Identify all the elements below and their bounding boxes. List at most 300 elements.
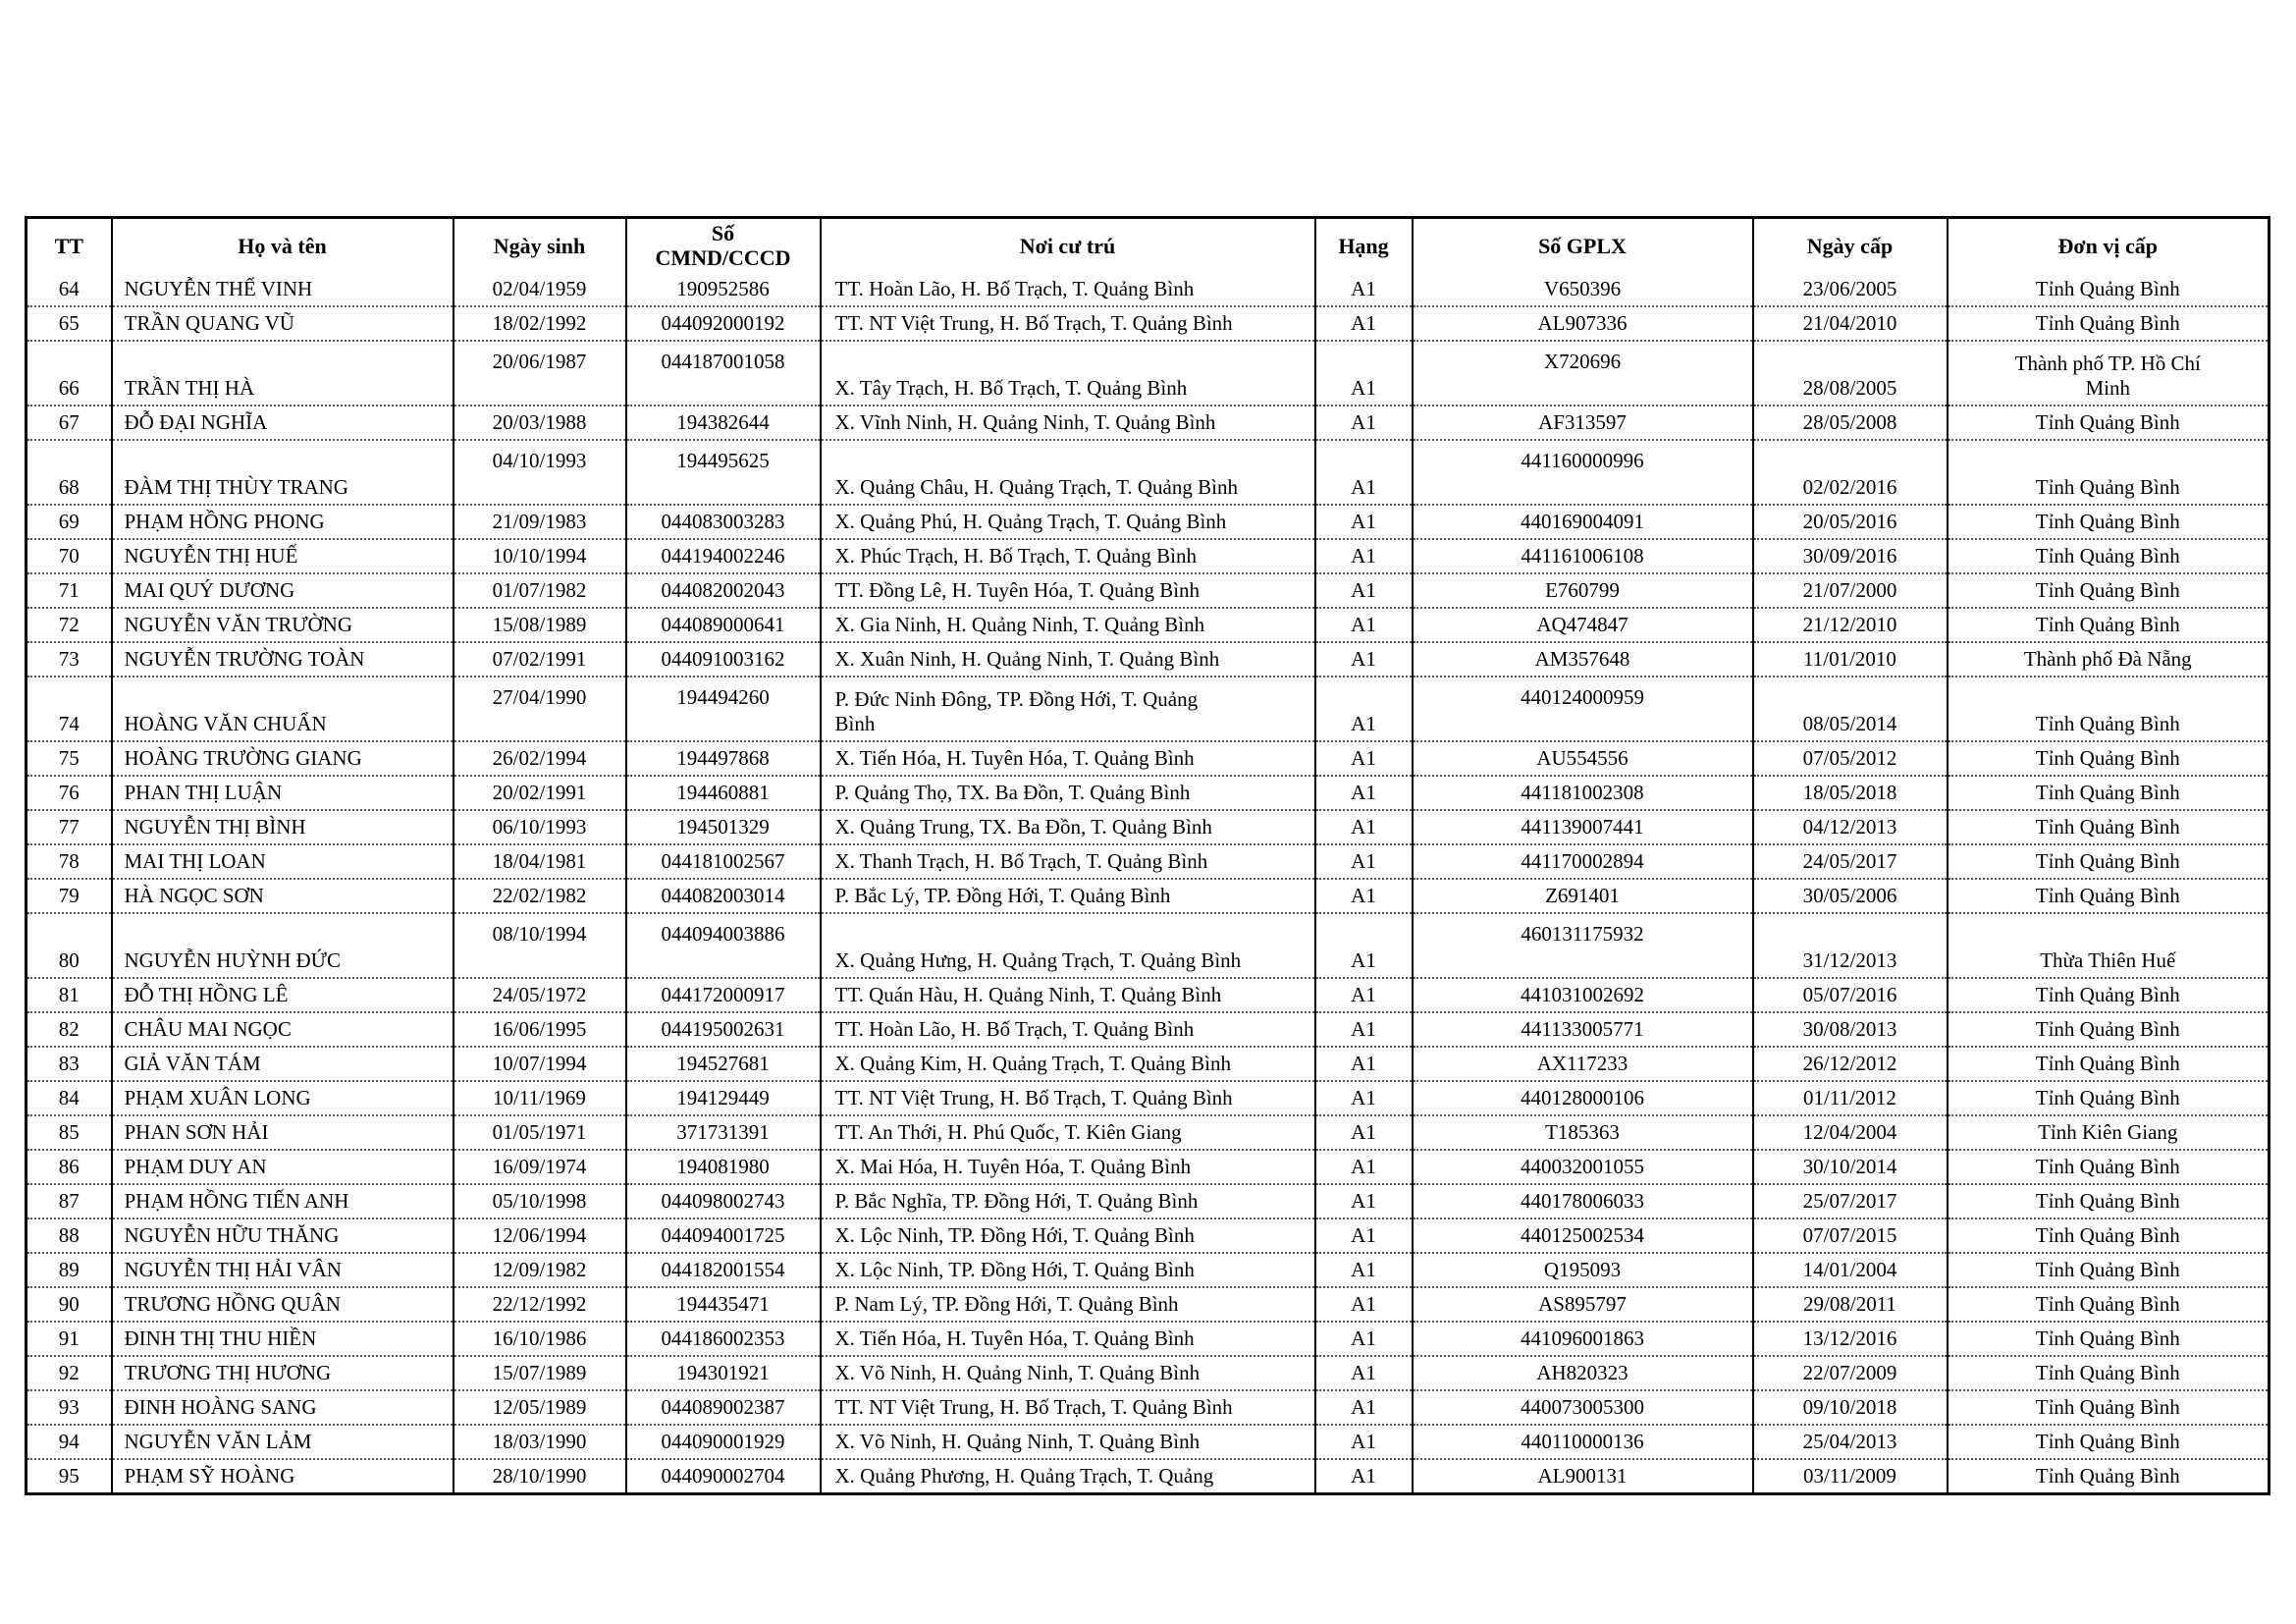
cell-dob [454,776,626,810]
cell-value: 441133005771 [1521,1016,1644,1041]
cell-cmnd [626,273,821,306]
cell-value: 15/08/1989 [492,612,587,636]
cell-value: 95 [58,1463,80,1488]
cell-donvicap [1948,1150,2269,1184]
cell-value: A1 [1351,276,1376,300]
cell-gplx [1413,1081,1753,1115]
cell-donvicap [1948,879,2269,913]
cell-residence [821,677,1315,741]
cell-cmnd [626,1218,821,1253]
cell-gplx [1413,406,1753,440]
table-row [27,642,2269,677]
cell-hang [1315,1459,1413,1494]
cell-value: 01/07/1982 [492,577,587,602]
cell-cmnd [626,1390,821,1425]
table-row [27,810,2269,844]
cell-tt [27,1081,112,1115]
cell-value: 12/09/1982 [492,1257,587,1281]
cell-residence [821,844,1315,879]
cell-value: Tỉnh Quảng Bình [2035,1222,2180,1247]
cell-gplx [1413,1390,1753,1425]
cell-value: Tỉnh Quảng Bình [2035,1016,2180,1041]
cell-donvicap [1948,810,2269,844]
cell-hang [1315,879,1413,913]
cell-value: 441139007441 [1521,814,1644,839]
cell-value: 05/07/2016 [1802,982,1897,1006]
cell-value: TT. NT Việt Trung, H. Bố Trạch, T. Quảng Bình [834,1394,1233,1419]
cell-value: A1 [1351,310,1376,335]
cell-dob [454,879,626,913]
cell-donvicap [1948,306,2269,341]
cell-ngaycap [1753,1184,1948,1218]
cell-value: NGUYỄN THỊ HUẾ [124,543,298,568]
cell-value: A1 [1351,1016,1376,1041]
cell-value: X. Tiến Hóa, H. Tuyên Hóa, T. Quảng Bình [834,745,1195,770]
drivers-license-table [25,216,2270,1495]
cell-ngaycap [1753,1047,1948,1081]
cell-name [112,539,454,573]
cell-donvicap [1948,1425,2269,1459]
cell-value: 04/12/2013 [1802,814,1897,839]
cell-hang [1315,776,1413,810]
cell-value: Thành phố Đà Nẵng [2023,646,2192,671]
cell-value: NGUYỄN THẾ VINH [124,276,313,300]
column-header-dob [454,218,626,273]
cell-value: 28/05/2008 [1802,409,1897,434]
cell-value: 14/01/2004 [1802,1257,1897,1281]
cell-value: 24/05/2017 [1802,848,1897,873]
cell-value: Tỉnh Quảng Bình [2035,745,2180,770]
cell-value: 78 [58,848,80,873]
cell-ngaycap [1753,913,1948,978]
cell-value: PHẠM SỸ HOÀNG [124,1463,295,1488]
cell-dob [454,1322,626,1356]
cell-cmnd [626,539,821,573]
column-header-label: Ngày cấp [1806,233,1894,258]
cell-dob [454,273,626,306]
cell-name [112,1150,454,1184]
cell-cmnd [626,1287,821,1322]
cell-value: 30/10/2014 [1802,1154,1897,1178]
cell-value: 16/09/1974 [492,1154,587,1178]
cell-value: 22/07/2009 [1802,1360,1897,1384]
column-header-label: Hạng [1338,233,1389,258]
cell-value: 440124000959 [1521,684,1644,709]
cell-residence [821,608,1315,642]
cell-ngaycap [1753,642,1948,677]
cell-value: T185363 [1545,1119,1620,1144]
cell-residence [821,642,1315,677]
cell-value: Tỉnh Quảng Bình [2035,409,2180,434]
cell-value: CHÂU MAI NGỌC [124,1016,292,1041]
cell-donvicap [1948,608,2269,642]
cell-ngaycap [1753,1425,1948,1459]
cell-value: 74 [58,711,80,735]
table-row [27,608,2269,642]
table-row [27,1253,2269,1287]
cell-hang [1315,1047,1413,1081]
cell-value: X. Xuân Ninh, H. Quảng Ninh, T. Quảng Bình [834,646,1220,671]
cell-tt [27,741,112,776]
cell-value: A1 [1351,1085,1376,1110]
cell-residence [821,1184,1315,1218]
cell-value: X. Tiến Hóa, H. Tuyên Hóa, T. Quảng Bình [834,1326,1195,1350]
cell-value: HOÀNG TRƯỜNG GIANG [124,745,362,770]
cell-donvicap [1948,978,2269,1012]
cell-value: 440178006033 [1521,1188,1644,1213]
cell-residence [821,1459,1315,1494]
cell-residence [821,1322,1315,1356]
cell-value: Tỉnh Quảng Bình [2035,814,2180,839]
cell-dob [454,573,626,608]
cell-value: Tỉnh Quảng Bình [2035,509,2180,533]
cell-name [112,1012,454,1047]
cell-value: Tỉnh Quảng Bình [2035,982,2180,1006]
cell-hang [1315,677,1413,741]
cell-cmnd [626,844,821,879]
cell-value: 93 [58,1394,80,1419]
cell-value: 03/11/2009 [1803,1463,1896,1488]
cell-hang [1315,406,1413,440]
cell-value: NGUYỄN HUỲNH ĐỨC [124,947,341,972]
cell-value: P. Bắc Nghĩa, TP. Đồng Hới, T. Quảng Bình [834,1188,1199,1213]
cell-donvicap [1948,1253,2269,1287]
table-row [27,879,2269,913]
cell-donvicap [1948,505,2269,539]
table-row [27,573,2269,608]
cell-tt [27,1390,112,1425]
cell-tt [27,306,112,341]
cell-value: 20/05/2016 [1802,509,1897,533]
cell-donvicap [1948,341,2269,406]
cell-value: PHAN SƠN HẢI [124,1119,269,1144]
cell-hang [1315,573,1413,608]
cell-value: Tỉnh Quảng Bình [2035,577,2180,602]
cell-cmnd [626,642,821,677]
cell-residence [821,1390,1315,1425]
cell-value: 28/08/2005 [1802,375,1897,400]
cell-value: 12/05/1989 [492,1394,587,1419]
cell-donvicap [1948,406,2269,440]
cell-value: 044182001554 [661,1257,785,1281]
cell-value: A1 [1351,1222,1376,1247]
cell-ngaycap [1753,810,1948,844]
table-row [27,978,2269,1012]
cell-cmnd [626,573,821,608]
table-row [27,1459,2269,1494]
cell-hang [1315,810,1413,844]
cell-gplx [1413,1253,1753,1287]
cell-residence [821,306,1315,341]
cell-value: 87 [58,1188,80,1213]
cell-value: AQ474847 [1536,612,1629,636]
cell-value: A1 [1351,1429,1376,1453]
cell-ngaycap [1753,306,1948,341]
cell-value: A1 [1351,474,1376,499]
cell-value: A1 [1351,646,1376,671]
cell-value: 441160000996 [1521,448,1644,472]
cell-value: 16/06/1995 [492,1016,587,1041]
cell-residence [821,341,1315,406]
table-row [27,1047,2269,1081]
cell-value: PHẠM HỒNG PHONG [124,509,325,533]
cell-ngaycap [1753,608,1948,642]
cell-name [112,879,454,913]
table-row [27,913,2269,978]
cell-dob [454,306,626,341]
cell-gplx [1413,1115,1753,1150]
cell-value: 194081980 [676,1154,770,1178]
table-row [27,341,2269,406]
table-row [27,1012,2269,1047]
cell-value: NGUYỄN TRƯỜNG TOÀN [124,646,365,671]
cell-residence [821,539,1315,573]
cell-donvicap [1948,1390,2269,1425]
cell-residence [821,1012,1315,1047]
cell-value: 72 [58,612,80,636]
cell-gplx [1413,776,1753,810]
cell-gplx [1413,341,1753,406]
cell-value: TRẦN THỊ HÀ [124,375,255,400]
cell-value: 89 [58,1257,80,1281]
cell-hang [1315,440,1413,505]
cell-value: 85 [58,1119,80,1144]
cell-value: AL900131 [1537,1463,1628,1488]
cell-donvicap [1948,539,2269,573]
cell-residence [821,505,1315,539]
cell-hang [1315,1218,1413,1253]
cell-value: 09/10/2018 [1802,1394,1897,1419]
cell-value: A1 [1351,814,1376,839]
cell-value: A1 [1351,612,1376,636]
cell-value: 440073005300 [1521,1394,1644,1419]
cell-name [112,1390,454,1425]
cell-name [112,741,454,776]
cell-residence [821,273,1315,306]
cell-dob [454,505,626,539]
cell-value: Tỉnh Quảng Bình [2035,1429,2180,1453]
cell-value: 10/10/1994 [492,543,587,568]
cell-donvicap [1948,1081,2269,1115]
cell-tt [27,776,112,810]
cell-value: X. Gia Ninh, H. Quảng Ninh, T. Quảng Bình [834,612,1205,636]
cell-value: 044082002043 [661,577,785,602]
cell-tt [27,1322,112,1356]
cell-hang [1315,1081,1413,1115]
cell-value: 02/04/1959 [492,276,587,300]
cell-value: 190952586 [676,276,770,300]
cell-value: 044089000641 [661,612,785,636]
cell-value: 10/11/1969 [493,1085,586,1110]
cell-value: A1 [1351,947,1376,972]
cell-value: 01/05/1971 [492,1119,587,1144]
cell-tt [27,406,112,440]
table-row [27,1390,2269,1425]
cell-value: 22/02/1982 [492,883,587,907]
cell-value: 75 [58,745,80,770]
cell-name [112,440,454,505]
cell-value: 194527681 [676,1051,770,1075]
cell-value: Tỉnh Quảng Bình [2035,1360,2180,1384]
cell-value: 044195002631 [661,1016,785,1041]
cell-name [112,1356,454,1390]
cell-value: Tỉnh Quảng Bình [2035,1291,2180,1316]
table-row [27,273,2269,306]
cell-value: 044186002353 [661,1326,785,1350]
cell-cmnd [626,913,821,978]
cell-value: 194494260 [676,684,770,709]
cell-tt [27,1012,112,1047]
cell-value: 08/10/1994 [492,921,587,946]
cell-cmnd [626,1081,821,1115]
cell-cmnd [626,1356,821,1390]
column-header-ngaycap [1753,218,1948,273]
cell-value: 83 [58,1051,80,1075]
cell-value: TRẦN QUANG VŨ [124,310,294,335]
cell-donvicap [1948,741,2269,776]
cell-cmnd [626,1322,821,1356]
cell-value: NGUYỄN THỊ BÌNH [124,814,306,839]
cell-value: 044181002567 [661,848,785,873]
cell-value: A1 [1351,883,1376,907]
cell-value: 440032001055 [1521,1154,1644,1178]
cell-gplx [1413,1425,1753,1459]
cell-value: 441181002308 [1521,780,1644,804]
cell-value: GIẢ VĂN TÁM [124,1051,261,1075]
cell-value: Tỉnh Quảng Bình [2035,883,2180,907]
cell-value: A1 [1351,509,1376,533]
table-row [27,440,2269,505]
cell-value: 044172000917 [661,982,785,1006]
cell-tt [27,573,112,608]
table-row [27,306,2269,341]
cell-ngaycap [1753,844,1948,879]
cell-value: 67 [58,409,80,434]
cell-tt [27,1356,112,1390]
cell-value: 68 [58,474,80,499]
cell-value: 29/08/2011 [1803,1291,1896,1316]
cell-value: A1 [1351,543,1376,568]
cell-value: 81 [58,982,80,1006]
cell-value: X. Quảng Phương, H. Quảng Trạch, T. Quảng [834,1463,1214,1488]
cell-value: 20/02/1991 [492,780,587,804]
cell-value: 441031002692 [1521,982,1644,1006]
cell-ngaycap [1753,1081,1948,1115]
column-header-name [112,218,454,273]
cell-donvicap [1948,1287,2269,1322]
cell-hang [1315,608,1413,642]
cell-value: 30/05/2006 [1802,883,1897,907]
cell-tt [27,1287,112,1322]
cell-value: 044094001725 [661,1222,785,1247]
cell-value: TRƯƠNG HỒNG QUÂN [124,1291,341,1316]
cell-name [112,844,454,879]
cell-value: 28/10/1990 [492,1463,587,1488]
cell-dob [454,1253,626,1287]
cell-value: TT. Hoàn Lão, H. Bố Trạch, T. Quảng Bình [834,276,1195,300]
cell-ngaycap [1753,741,1948,776]
cell-name [112,1459,454,1494]
cell-value: 69 [58,509,80,533]
cell-value: X. Quảng Châu, H. Quảng Trạch, T. Quảng Bình [834,474,1238,499]
cell-value: TT. An Thới, H. Phú Quốc, T. Kiên Giang [834,1119,1182,1144]
cell-value: 21/12/2010 [1802,612,1897,636]
cell-cmnd [626,440,821,505]
cell-value: 440128000106 [1521,1085,1644,1110]
cell-dob [454,1356,626,1390]
cell-value: Tỉnh Quảng Bình [2035,1051,2180,1075]
cell-tt [27,1184,112,1218]
column-header-label: Đơn vị cấp [2057,233,2158,258]
cell-tt [27,677,112,741]
cell-value: A1 [1351,1257,1376,1281]
cell-value: 66 [58,375,80,400]
cell-value: 04/10/1993 [492,448,587,472]
cell-gplx [1413,306,1753,341]
cell-tt [27,1253,112,1287]
cell-donvicap [1948,573,2269,608]
cell-tt [27,913,112,978]
cell-gplx [1413,573,1753,608]
cell-residence [821,440,1315,505]
table-row [27,844,2269,879]
cell-value: 044187001058 [661,349,785,373]
cell-value: 441096001863 [1521,1326,1644,1350]
cell-name [112,406,454,440]
cell-dob [454,440,626,505]
cell-value: TT. Đồng Lê, H. Tuyên Hóa, T. Quảng Bình [834,577,1201,602]
cell-cmnd [626,677,821,741]
cell-value: Q195093 [1543,1257,1622,1281]
cell-cmnd [626,1425,821,1459]
cell-residence [821,741,1315,776]
cell-dob [454,1459,626,1494]
cell-ngaycap [1753,1322,1948,1356]
cell-value: A1 [1351,745,1376,770]
cell-cmnd [626,1047,821,1081]
cell-tt [27,1425,112,1459]
cell-hang [1315,844,1413,879]
cell-hang [1315,1425,1413,1459]
cell-value: P. Bắc Lý, TP. Đồng Hới, T. Quảng Bình [834,883,1171,907]
cell-gplx [1413,1047,1753,1081]
cell-name [112,505,454,539]
cell-value: 22/12/1992 [492,1291,587,1316]
cell-dob [454,1184,626,1218]
table-row [27,406,2269,440]
cell-value: 86 [58,1154,80,1178]
cell-value: ĐINH THỊ THU HIỀN [124,1326,317,1350]
cell-value: PHẠM DUY AN [124,1154,267,1178]
cell-dob [454,1047,626,1081]
table-row [27,776,2269,810]
cell-name [112,573,454,608]
cell-value: HÀ NGỌC SƠN [124,883,264,907]
cell-ngaycap [1753,1459,1948,1494]
cell-value: 05/10/1998 [492,1188,587,1213]
cell-value: P. Nam Lý, TP. Đồng Hới, T. Quảng Bình [834,1291,1179,1316]
cell-name [112,1425,454,1459]
cell-donvicap [1948,1356,2269,1390]
cell-value: Tỉnh Quảng Bình [2035,276,2180,300]
cell-name [112,677,454,741]
cell-value: Tỉnh Quảng Bình [2035,780,2180,804]
cell-hang [1315,741,1413,776]
column-header-cmnd [626,218,821,273]
cell-cmnd [626,608,821,642]
cell-tt [27,810,112,844]
cell-value: X. Mai Hóa, H. Tuyên Hóa, T. Quảng Bình [834,1154,1192,1178]
